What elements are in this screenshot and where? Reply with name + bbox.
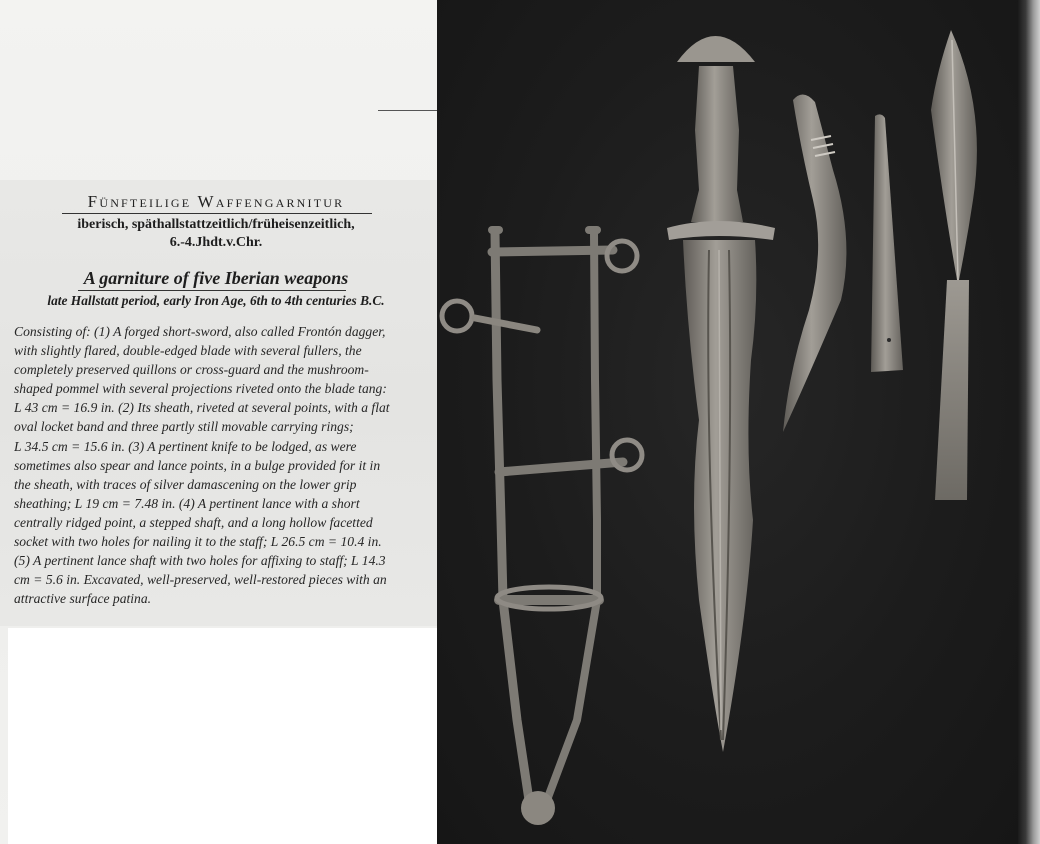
- sheath-frame: [442, 230, 642, 800]
- description-body: [14, 322, 430, 608]
- english-title-underline: [78, 290, 346, 291]
- header-rule: [378, 110, 438, 111]
- english-title: A garniture of five Iberian weapons: [83, 268, 349, 288]
- curved-knife: [783, 94, 846, 432]
- lance-shaft: [871, 114, 903, 372]
- description-line: L 43 cm = 16.9 in. (2) Its sheath, riveted at several points, with a flat: [14, 400, 390, 416]
- description-line: socket with two holes for nailing it to the staff; L 26.5 cm = 10.4 in.: [14, 534, 382, 550]
- book-spine-shadow: [1018, 0, 1040, 844]
- description-line: sometimes also spear and lance points, in a bulge provided for it in: [14, 457, 381, 473]
- description-line: Consisting of: (1) A forged short-sword, also called Frontón dagger,: [14, 324, 386, 339]
- english-subtitle: late Hallstatt period, early Iron Age, 6th to 4th centuries B.C.: [47, 293, 385, 308]
- german-subtitle-line-2: 6.-4.Jhdt.v.Chr.: [169, 235, 263, 250]
- description-line: cm = 5.6 in. Excavated, well-preserved, well-restored pieces with an: [14, 572, 387, 588]
- description-line: attractive surface patina.: [14, 591, 152, 607]
- description-line: (5) A pertinent lance shaft with two holes for affixing to staff; L 14.3: [14, 553, 386, 569]
- description-line: oval locket band and three partly still movable carrying rings;: [14, 419, 354, 435]
- description-line: the sheath, with traces of silver damascening on the lower grip: [14, 476, 357, 492]
- text-column: [0, 0, 438, 844]
- sheath-chape: [521, 791, 555, 825]
- weapons-illustration: [437, 0, 1027, 844]
- blank-area: [8, 628, 438, 844]
- german-title: Fünfteilige Waffengarnitur: [87, 192, 345, 211]
- description-line: sheathing; L 19 cm = 7.48 in. (4) A pertinent lance with a short: [14, 495, 360, 511]
- german-title-underline: [62, 213, 372, 214]
- lance-head: [931, 30, 977, 500]
- short-sword: [667, 36, 775, 752]
- description-line: shaped pommel with several projections riveted onto the blade tang:: [14, 381, 387, 397]
- description-line: centrally ridged point, a stepped shaft, and a long hollow facetted: [14, 514, 373, 530]
- description-line: L 34.5 cm = 15.6 in. (3) A pertinent knife to be lodged, as were: [14, 438, 357, 454]
- german-subtitle-line-1: iberisch, späthallstattzeitlich/frühеisenzeitlich,: [77, 217, 355, 232]
- weapons-photograph: [437, 0, 1027, 844]
- description-line: with slightly flared, double-edged blade with several fullers, the: [14, 343, 362, 359]
- description-line: completely preserved quillons or cross-guard and the mushroom-: [14, 362, 369, 378]
